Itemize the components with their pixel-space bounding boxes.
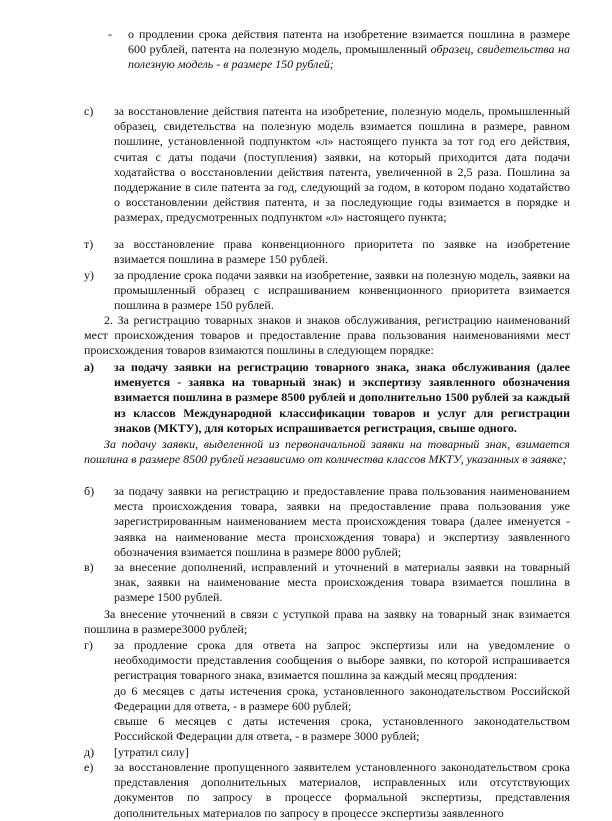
item-text [114, 638, 570, 744]
item-marker: в) [84, 560, 94, 574]
item-marker: е) [84, 760, 94, 774]
section-2-paragraph: 2. За регистрацию товарных знаков и знаков обслуживания, регистрацию наименований мест происхождения товаров и предоставление права пользования наименованиями мест происхождения товаров взимаются пошлины в следующем порядке: [84, 313, 570, 358]
subitem-dash [108, 27, 570, 73]
item-marker: с) [84, 104, 94, 118]
item-b [84, 484, 570, 560]
item-marker: - [108, 27, 112, 41]
clarification-paragraph: За внесение уточнений в связи с уступкой права на заявку на товарный знак взимается пошлина в размере3000 рублей; [84, 607, 570, 637]
item-text: за восстановление действия патента на изобретение, полезную модель, промышленный образец, свидетельства на полезную модель взимается пошлина в размере, равном пошлине, установленной подпунктом «л» настоящего пункта за тот год его действия, считая с даты подачи (поступления) заявки, на который приходится дата подачи ходатайства о восстановлении действия патента, увеличенной в 2,5 раза. Пошлина за поддержание в силе патента за год, следующий за годом, в котором подано ходатайство о восстановлении действия патента, и за последующие годы взимается в порядке и размерах, предусмотренных подпунктом «л» настоящего пункта; [114, 104, 570, 225]
item-u [84, 268, 570, 314]
item-text: [утратил силу] [114, 745, 189, 759]
item-g-sub-2: свыше 6 месяцев с даты истечения срока, установленного законодательством Российской Федерации для ответа, - в размере 3000 рублей; [114, 714, 570, 744]
item-a [84, 360, 570, 436]
item-t [84, 237, 570, 267]
item-v [84, 560, 570, 606]
item-text: о продлении срока действия патента на изобретение взимается пошлина в размере 600 рублей, патента на полезную модель, промышленный образец, свидетельства на полезную модель - в размере 150 рублей; [128, 27, 570, 72]
item-marker: у) [84, 268, 94, 282]
item-marker: а) [84, 360, 94, 374]
item-d [84, 745, 570, 760]
italic-note: За подачу заявки, выделенной из первоначальной заявки на товарный знак, взимается пошлина в размере 8500 рублей независимо от количества классов МКТУ, указанных в заявке; [84, 437, 570, 467]
item-text: за подачу заявки на регистрацию и предоставление права пользования наименованием места происхождения товара, заявки на предоставление права пользования уже зарегистрированным наименованием места происхождения товара (далее именуется - заявка на наименование места происхождения товара) и экспертизу заявленного обозначения взимается пошлина в размере 8000 рублей; [114, 484, 570, 559]
item-s [84, 104, 570, 226]
item-e [84, 760, 570, 820]
item-marker: г) [84, 638, 93, 652]
item-text: за восстановление пропущенного заявителем установленного законодательством срока представления дополнительных материалов, исправленных или отсутствующих документов по запросу в процессе формальной экспертизы, представления дополнительных материалов по запросу в процессе экспертизы заявленного [114, 760, 570, 820]
item-g-main: за продление срока для ответа на запрос экспертизы или на уведомление о необходимости представления сообщения о выборе заявки, по которой испрашивается регистрация товарного знака, взимается пошлина за каждый месяц продления: [114, 638, 570, 683]
item-text: за восстановление права конвенционного приоритета по заявке на изобретение взимается пошлина в размере 150 рублей. [114, 237, 570, 267]
item-g [84, 638, 570, 744]
item-text: за подачу заявки на регистрацию товарного знака, знака обслуживания (далее именуется - заявка на товарный знак) и экспертизу заявленного обозначения взимается пошлина в размере 8500 рублей и дополнительно 1500 рублей за каждый из классов Международной классификации товаров и услуг для регистрации знаков (МКТУ), для которых испрашивается регистрация, свыше одного. [114, 360, 570, 435]
item-g-sub-1: до 6 месяцев с даты истечения срока, установленного законодательством Российской Федерации для ответа, - в размере 600 рублей; [114, 683, 570, 713]
item-text: за внесение дополнений, исправлений и уточнений в материалы заявки на товарный знак, заявки на наименование места происхождения товара взимается пошлина в размере 1500 рублей. [114, 560, 570, 605]
item-marker: б) [84, 484, 95, 498]
item-marker: д) [84, 745, 95, 759]
item-marker: т) [84, 237, 94, 251]
item-text: за продление срока подачи заявки на изобретение, заявки на полезную модель, заявки на промышленный образец с испрашиванием конвенционного приоритета взимается пошлина в размере 150 рублей. [114, 268, 570, 313]
